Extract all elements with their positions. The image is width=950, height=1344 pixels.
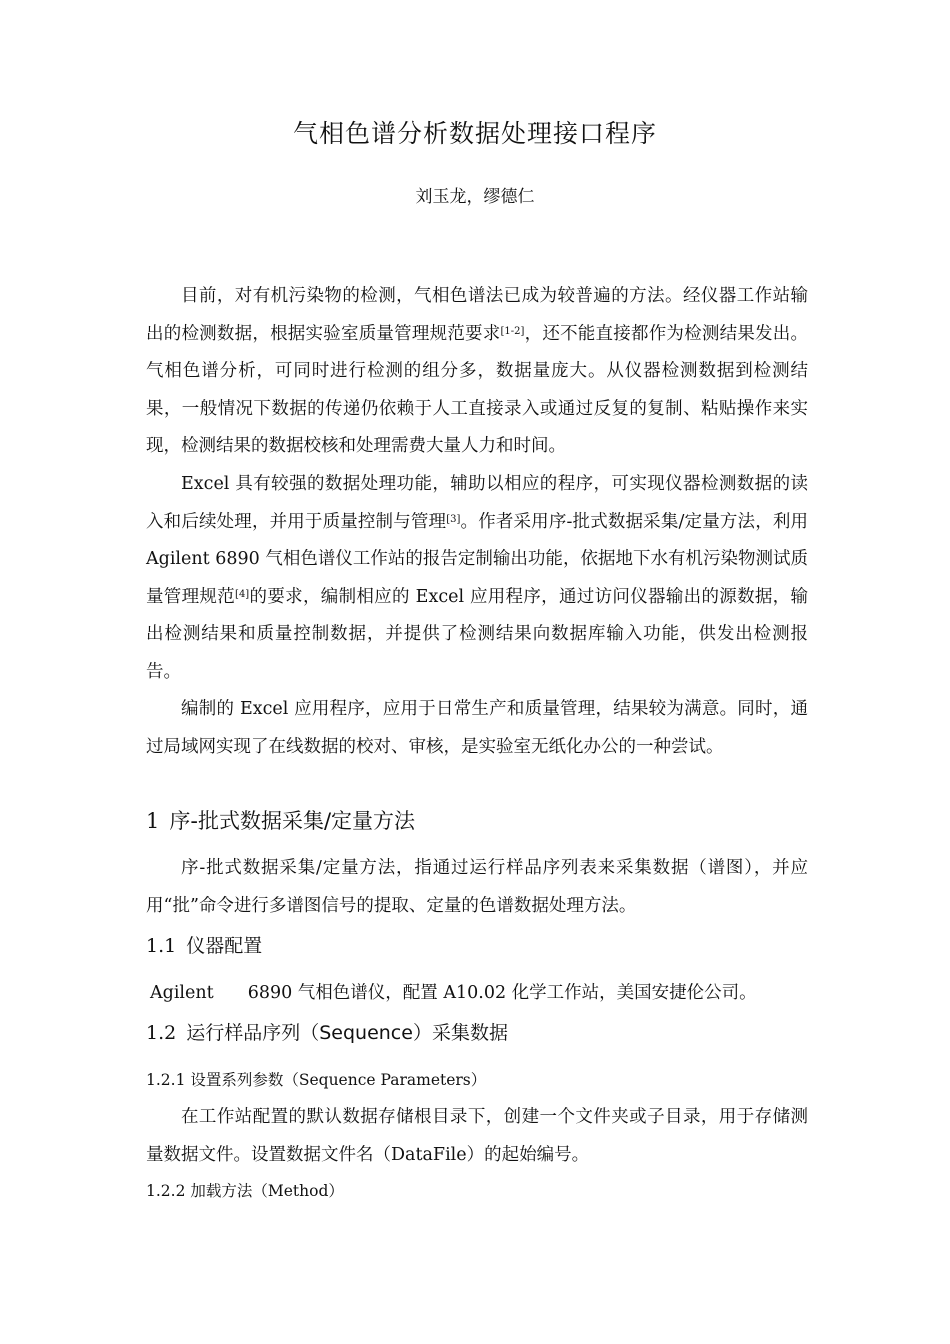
paper-title: 气相色谱分析数据处理接口程序 (292, 119, 657, 148)
intro-p1-text-a: 目前，对有机污染物的检测，气相色谱法已成为较普遍的方法。经仪器工作站输出的检测数据，根据实验室质量管理规范要求 (146, 286, 808, 344)
section-number: 1 (146, 809, 160, 833)
intro-p2-text-b: 。作者采用序-批式数据采集/定量方法，利用 Agilent 6890 气相色谱仪工作站的报告定制输出功能，依据地下水有机污染物测试质量管理规范 (146, 511, 809, 607)
section-title: 仪器配置 (186, 935, 263, 957)
author-list: 刘玉龙，缪德仁 (415, 187, 535, 207)
citation-ref: [4] (235, 588, 250, 600)
intro-paragraph-3: 编制的 Excel 应用程序，应用于日常生产和质量管理，结果较为满意。同时，通过局域网实现了在线数据的校对、审核，是实验室无纸化办公的一种尝试。 (146, 699, 808, 757)
section-number: 1.1 (146, 935, 177, 957)
citation-ref: [1-2] (500, 325, 525, 337)
intro-paragraph-1 (146, 278, 808, 466)
section-1-1-heading (146, 931, 262, 958)
intro-paragraph-2 (146, 466, 808, 691)
section-number: 1.2 (146, 1022, 177, 1044)
section-title: 序-批式数据采集/定量方法 (169, 809, 416, 833)
intro-p2-text-c: 的要求，编制相应的 Excel 应用程序，通过访问仪器输出的源数据，输出检测结果和质量控制数据，并提供了检测结果向数据库输入功能，供发出检测报告。 (146, 586, 808, 682)
intro-p1-text-b: ，还不能直接都作为检测结果发出。气相色谱分析，可同时进行检测的组分多，数据量庞大。从仪器检测数据到检测结果，一般情况下数据的传递仍依赖于人工直接录入或通过反复的复制、粘贴操作来实现，检测结果的数据校核和处理需费大量人力和时间。 (146, 323, 809, 456)
section-1-heading (146, 805, 415, 835)
instrument-config-text (150, 979, 757, 1004)
section-1-2-2-heading: 1.2.2 加载方法（Method） (146, 1182, 344, 1200)
instrument-detail: 6890 气相色谱仪，配置 A10.02 化学工作站，美国安捷伦公司。 (247, 983, 757, 1003)
section-1-2-1-heading: 1.2.1 设置系列参数（Sequence Parameters） (146, 1071, 487, 1089)
intro-p2-text-a: Excel 具有较强的数据处理功能，辅助以相应的程序，可实现仪器检测数据的读入和后续处理，并用于质量控制与管理 (146, 474, 808, 532)
instrument-brand: Agilent (150, 983, 214, 1003)
citation-ref: [3] (446, 513, 461, 525)
section-title: 运行样品序列（Sequence）采集数据 (186, 1022, 508, 1044)
section-1-paragraph: 序-批式数据采集/定量方法，指通过运行样品序列表来采集数据（谱图），并应用“批”命令进行多谱图信号的提取、定量的色谱数据处理方法。 (146, 858, 808, 916)
section-1-2-1-paragraph: 在工作站配置的默认数据存储根目录下，创建一个文件夹或子目录，用于存储测量数据文件。设置数据文件名（DataFile）的起始编号。 (146, 1107, 808, 1165)
section-1-2-heading (146, 1018, 508, 1045)
